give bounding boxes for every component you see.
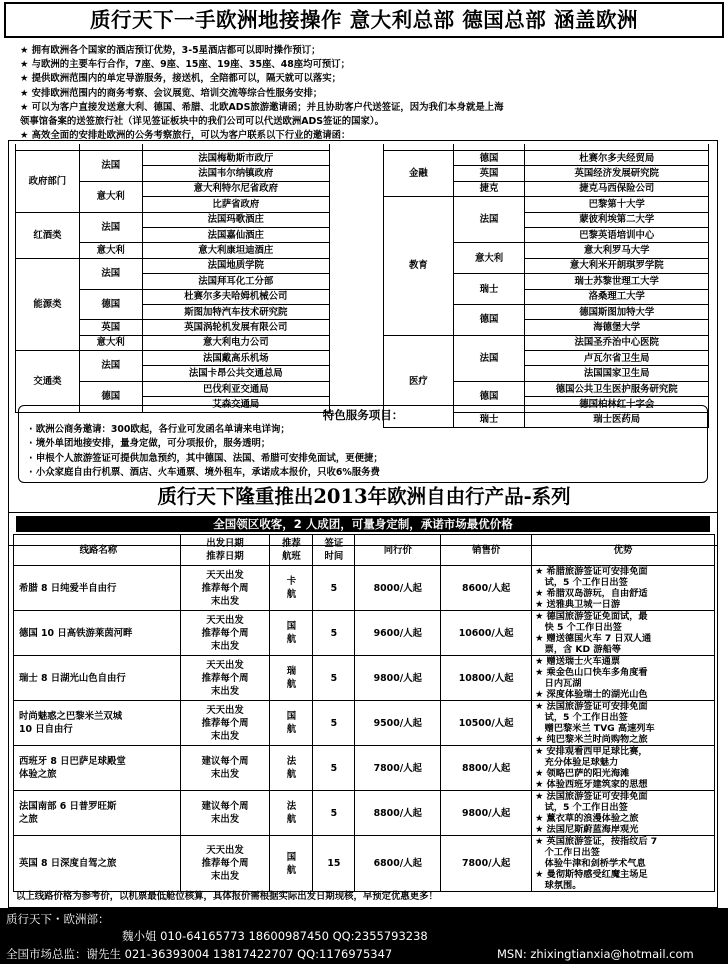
route-flight: 国 航 bbox=[270, 611, 313, 656]
route-advantages bbox=[532, 656, 715, 701]
advantage-line: ★ 送雅典卫城一日游 bbox=[535, 599, 621, 610]
intro-line: ★ 高效全面的安排赴欧洲的公务考察旅行，可以为客户联系以下行业的邀请函： bbox=[20, 130, 351, 142]
footer-contact-2: 全国市场总监：谢先生 021-36393004 13817422707 QQ:1176975347 bbox=[6, 947, 393, 961]
advantage-line: ★ 德国旅游签证免面试，最 bbox=[535, 611, 648, 622]
intro-line: ★ 可以为客户直接发送意大利、德国、希腊、北欧ADS旅游邀请函；并且协助客户代送签证，因为我们本身就是上海 bbox=[20, 101, 504, 113]
organization-cell: 法国国家卫生局 bbox=[525, 366, 709, 381]
organization-cell: 意大利罗马大学 bbox=[525, 243, 709, 258]
country-cell: 瑞士 bbox=[453, 412, 525, 427]
industry-cell: 医疗 bbox=[384, 335, 454, 427]
organization-cell: 巴黎第十大学 bbox=[525, 197, 709, 212]
route-advantages bbox=[532, 791, 715, 836]
route-visa-days: 15 bbox=[313, 836, 355, 892]
route-sale-price: 8600/人起 bbox=[441, 566, 532, 611]
route-sale-price: 10800/人起 bbox=[441, 656, 532, 701]
country-cell: 法国 bbox=[79, 258, 142, 289]
route-peer-price: 8800/人起 bbox=[355, 791, 441, 836]
route-row bbox=[14, 746, 715, 791]
route-peer-price: 6800/人起 bbox=[355, 836, 441, 892]
organization-cell: 斯图加特汽车技术研究院 bbox=[142, 304, 329, 319]
route-sale-price: 10500/人起 bbox=[441, 701, 532, 746]
route-dates: 天天出发 推荐每个周 末出发 bbox=[180, 836, 270, 892]
route-flight: 法 航 bbox=[270, 791, 313, 836]
route-peer-price: 7800/人起 bbox=[355, 746, 441, 791]
header-dates: 出发日期 推荐日期 bbox=[180, 535, 270, 566]
organization-cell: 艾森交通局 bbox=[142, 397, 329, 412]
route-row bbox=[14, 836, 715, 892]
industry-table-left bbox=[15, 144, 330, 413]
country-cell: 法国 bbox=[79, 351, 142, 382]
intro-line: ★ 安排欧洲范围内的商务考察、会议展览、培训交流等综合性服务安排； bbox=[20, 87, 323, 99]
advantage-line: ★ 曼彻斯特感受红魔主场足 bbox=[535, 869, 648, 880]
special-item: · 欧洲公商务邀请：300欧起，各行业可发函名单请来电详询； bbox=[29, 424, 290, 435]
organization-cell: 卢瓦尔省卫生局 bbox=[525, 351, 709, 366]
table-row bbox=[16, 351, 330, 366]
industry-table-right bbox=[383, 144, 709, 428]
country-cell: 法国 bbox=[79, 212, 142, 243]
footer bbox=[0, 908, 728, 964]
route-dates: 天天出发 推荐每个周 末出发 bbox=[180, 566, 270, 611]
organization-cell: 法国韦尔纳镇政府 bbox=[142, 166, 329, 181]
route-name: 英国 8 日深度自驾之旅 bbox=[14, 836, 181, 892]
organization-cell: 法国卡昂公共交通总局 bbox=[142, 366, 329, 381]
country-cell: 英国 bbox=[79, 320, 142, 335]
routes-header-row bbox=[14, 535, 715, 566]
industry-cell: 能源类 bbox=[16, 258, 80, 350]
footer-msn: MSN: zhixingtianxia@hotmail.com bbox=[497, 947, 694, 961]
advantage-line: ★ 薰衣草的浪漫体验之旅 bbox=[535, 813, 639, 824]
route-peer-price: 9800/人起 bbox=[355, 656, 441, 701]
organization-cell: 意大利电力公司 bbox=[142, 335, 329, 350]
industry-cell: 金融 bbox=[384, 151, 454, 197]
organization-cell: 德国柏林红十字会 bbox=[525, 397, 709, 412]
route-sale-price: 8800/人起 bbox=[441, 746, 532, 791]
industry-cell: 红酒类 bbox=[16, 212, 80, 258]
organization-cell: 巴伐利亚交通局 bbox=[142, 381, 329, 396]
organization-cell: 法国拜耳化工分部 bbox=[142, 274, 329, 289]
advantage-line: ★ 希腊旅游签证可安排免面 bbox=[535, 566, 648, 577]
advantage-line: ★ 乘金色山口快车多角度看 bbox=[535, 667, 648, 678]
industry-cell: 教育 bbox=[384, 197, 454, 336]
organization-cell: 瑞士苏黎世理工大学 bbox=[525, 274, 709, 289]
route-dates: 天天出发 推荐每个周 末出发 bbox=[180, 656, 270, 701]
table-row bbox=[16, 212, 330, 227]
special-heading: 特色服务项目： bbox=[322, 408, 404, 422]
advantage-line: 体验牛津和剑桥学术气息 bbox=[535, 858, 646, 869]
advantage-line: 日内瓦湖 bbox=[535, 678, 582, 689]
organization-cell: 意大利特尔尼省政府 bbox=[142, 181, 329, 196]
route-row bbox=[14, 611, 715, 656]
organization-cell: 捷克马西保险公司 bbox=[525, 181, 709, 196]
advantage-line: ★ 体验西班牙建筑家的思想 bbox=[535, 779, 648, 790]
intro-line: 领事馆备案的送签旅行社（详见签证板块中的我们公司可以代送欧洲ADS签证的国家）。 bbox=[20, 116, 384, 128]
country-cell: 德国 bbox=[79, 381, 142, 412]
country-cell: 法国 bbox=[79, 151, 142, 182]
special-services bbox=[18, 405, 708, 483]
intro-line: ★ 提供欧洲范围内的单定导游服务，接送机，全陪都可以，隔天就可以落实； bbox=[20, 73, 342, 85]
route-row bbox=[14, 566, 715, 611]
table-row bbox=[16, 151, 330, 166]
advantage-line: ★ 法国旅游签证可安排免面 bbox=[535, 791, 648, 802]
organization-cell: 法国玛歌酒庄 bbox=[142, 212, 329, 227]
route-row bbox=[14, 791, 715, 836]
advantage-line: 个工作日出签 bbox=[535, 847, 600, 858]
industry-cell: 交通类 bbox=[16, 351, 80, 413]
organization-cell: 法国嘉仙酒庄 bbox=[142, 227, 329, 242]
header-nights: 签证 时间 bbox=[313, 535, 355, 566]
advantage-line: 球氛围。 bbox=[535, 880, 582, 891]
special-item: · 小众家庭自由行机票、酒店、火车通票、境外租车，承诺成本报价，只收6%服务费 bbox=[29, 467, 380, 479]
header-advantage: 优势 bbox=[532, 535, 715, 566]
route-advantages bbox=[532, 566, 715, 611]
organization-cell: 杜赛尔多夫经贸局 bbox=[525, 151, 709, 166]
country-cell: 意大利 bbox=[79, 243, 142, 258]
country-cell: 德国 bbox=[79, 289, 142, 320]
advantage-line: 快 5 个工作日出签 bbox=[535, 622, 622, 633]
advantage-line: ★ 希腊双岛游玩，自由舒适 bbox=[535, 588, 648, 599]
route-name: 德国 10 日高铁游莱茵河畔 bbox=[14, 611, 181, 656]
advantage-line: ★ 领略巴萨的阳光海滩 bbox=[535, 768, 630, 779]
country-cell: 英国 bbox=[453, 166, 525, 181]
route-sale-price: 10600/人起 bbox=[441, 611, 532, 656]
organization-cell: 法国戴高乐机场 bbox=[142, 351, 329, 366]
organization-cell: 法国圣乔治中心医院 bbox=[525, 335, 709, 350]
country-cell: 意大利 bbox=[79, 181, 142, 212]
route-peer-price: 8000/人起 bbox=[355, 566, 441, 611]
country-cell: 捷克 bbox=[453, 181, 525, 196]
country-cell: 瑞士 bbox=[453, 274, 525, 305]
route-dates: 建议每个周 末出发 bbox=[180, 746, 270, 791]
organization-cell: 比萨省政府 bbox=[142, 197, 329, 212]
special-item: · 申根个人旅游签证可提供加急预约，其中德国、法国、希腊可安排免面试，更便捷； bbox=[29, 452, 383, 464]
organization-cell: 杜赛尔多夫哈姆机械公司 bbox=[142, 289, 329, 304]
route-advantages bbox=[532, 836, 715, 892]
organization-cell: 法国地质学院 bbox=[142, 258, 329, 273]
advantage-line: ★ 赠送瑞士火车通票 bbox=[535, 656, 621, 667]
page-title: 质行天下一手欧洲地接操作 意大利总部 德国总部 涵盖欧洲 bbox=[4, 2, 724, 38]
route-dates: 建议每个周 末出发 bbox=[180, 791, 270, 836]
country-cell: 德国 bbox=[453, 304, 525, 335]
advantage-line: 试，5 个工作日出签 bbox=[535, 802, 628, 813]
organization-cell: 英国涡轮机发展有限公司 bbox=[142, 320, 329, 335]
route-row bbox=[14, 656, 715, 701]
route-dates: 天天出发 推荐每个周 末出发 bbox=[180, 701, 270, 746]
route-sale-price: 9800/人起 bbox=[441, 791, 532, 836]
route-name: 希腊 8 日纯爱半自由行 bbox=[14, 566, 181, 611]
route-visa-days: 5 bbox=[313, 746, 355, 791]
route-flight: 国 航 bbox=[270, 836, 313, 892]
advantage-line: 试，5 个工作日出签 bbox=[535, 712, 628, 723]
route-visa-days: 5 bbox=[313, 566, 355, 611]
intro-text bbox=[20, 44, 710, 143]
route-name: 西班牙 8 日巴萨足球殿堂 体验之旅 bbox=[14, 746, 181, 791]
advantage-line: 赠巴黎米兰 TVG 高速列车 bbox=[535, 723, 655, 734]
route-advantages bbox=[532, 746, 715, 791]
header-sale-price: 销售价 bbox=[441, 535, 532, 566]
header-peer-price: 同行价 bbox=[355, 535, 441, 566]
organization-cell: 洛桑理工大学 bbox=[525, 289, 709, 304]
price-note: 以上线路价格为参考价，以机票最低舱位核算，具体报价需根据实际出发日期现核，早预定优惠更多！ bbox=[16, 891, 438, 902]
country-cell: 法国 bbox=[453, 335, 525, 381]
organization-cell: 巴黎英语培训中心 bbox=[525, 227, 709, 242]
route-flight: 法 航 bbox=[270, 746, 313, 791]
route-flight: 国 航 bbox=[270, 701, 313, 746]
organization-cell: 英国经济发展研究院 bbox=[525, 166, 709, 181]
intro-line: ★ 拥有欧洲各个国家的酒店预订优势，3-5星酒店都可以即时操作预订； bbox=[20, 45, 321, 56]
country-cell: 意大利 bbox=[453, 243, 525, 274]
route-flight: 卡 航 bbox=[270, 566, 313, 611]
organization-cell: 蒙彼利埃第二大学 bbox=[525, 212, 709, 227]
footer-company: 质行天下・欧洲部： bbox=[6, 912, 110, 926]
route-name: 时尚魅惑之巴黎米兰双城 10 日自由行 bbox=[14, 701, 181, 746]
table-row bbox=[384, 151, 709, 166]
route-advantages bbox=[532, 701, 715, 746]
country-cell: 法国 bbox=[453, 197, 525, 243]
table-row bbox=[16, 258, 330, 273]
organization-cell: 德国斯图加特大学 bbox=[525, 304, 709, 319]
route-dates: 天天出发 推荐每个周 末出发 bbox=[180, 611, 270, 656]
route-advantages bbox=[532, 611, 715, 656]
route-visa-days: 5 bbox=[313, 656, 355, 701]
header-flight: 推荐 航班 bbox=[270, 535, 313, 566]
route-name: 瑞士 8 日湖光山色自由行 bbox=[14, 656, 181, 701]
section-banner: 全国领区收客，2 人成团，可量身定制，承诺市场最优价格 bbox=[16, 516, 710, 532]
advantage-line: ★ 纯巴黎米兰时尚购物之旅 bbox=[535, 734, 648, 745]
advantage-line: ★ 法国尼斯蔚蓝海岸观光 bbox=[535, 824, 639, 835]
advantage-line: ★ 赠送德国火车 7 日双人通 bbox=[535, 633, 652, 644]
advantage-line: ★ 安排观看西甲足球比赛， bbox=[535, 746, 648, 757]
intro-line: ★ 与欧洲的主要车行合作，7座、9座、15座、19座、35座、48座均可预订； bbox=[20, 59, 351, 71]
table-row bbox=[384, 197, 709, 212]
organization-cell: 意大利康坦迪酒庄 bbox=[142, 243, 329, 258]
route-visa-days: 5 bbox=[313, 701, 355, 746]
route-sale-price: 7800/人起 bbox=[441, 836, 532, 892]
organization-cell: 法国梅勒斯市政厅 bbox=[142, 151, 329, 166]
advantage-line: 充分体验足球魅力 bbox=[535, 757, 619, 768]
advantage-line: ★ 英国旅游签证，按指纹后 7 bbox=[535, 836, 658, 847]
country-cell: 德国 bbox=[453, 151, 525, 166]
route-row bbox=[14, 701, 715, 746]
route-visa-days: 5 bbox=[313, 791, 355, 836]
routes-table bbox=[13, 534, 715, 892]
advantage-line: 试，5 个工作日出签 bbox=[535, 577, 628, 588]
country-cell: 德国 bbox=[453, 381, 525, 412]
route-name: 法国南部 6 日普罗旺斯 之旅 bbox=[14, 791, 181, 836]
industry-cell: 政府部门 bbox=[16, 151, 80, 213]
country-cell: 意大利 bbox=[79, 335, 142, 350]
special-item: · 境外单团地接安排，量身定做，可分项报价，服务透明； bbox=[29, 438, 271, 450]
organization-cell: 海德堡大学 bbox=[525, 320, 709, 335]
route-peer-price: 9500/人起 bbox=[355, 701, 441, 746]
organization-cell: 意大利米开朗琪罗学院 bbox=[525, 258, 709, 273]
route-peer-price: 9600/人起 bbox=[355, 611, 441, 656]
advantage-line: ★ 深度体验瑞士的湖光山色 bbox=[535, 689, 648, 700]
organization-cell: 瑞士医药局 bbox=[525, 412, 709, 427]
advantage-line: 票，含 KD 游船等 bbox=[535, 644, 621, 655]
route-visa-days: 5 bbox=[313, 611, 355, 656]
footer-contact-1: 魏小姐 010-64165773 18600987450 QQ:2355793238 bbox=[122, 929, 428, 943]
advantage-line: ★ 法国旅游签证可安排免面 bbox=[535, 701, 648, 712]
section-title: 质行天下隆重推出2013年欧洲自由行产品-系列 bbox=[157, 485, 571, 508]
organization-cell: 德国公共卫生医护服务研究院 bbox=[525, 381, 709, 396]
table-row bbox=[384, 335, 709, 350]
route-flight: 瑞 航 bbox=[270, 656, 313, 701]
header-name: 线路名称 bbox=[14, 535, 181, 566]
